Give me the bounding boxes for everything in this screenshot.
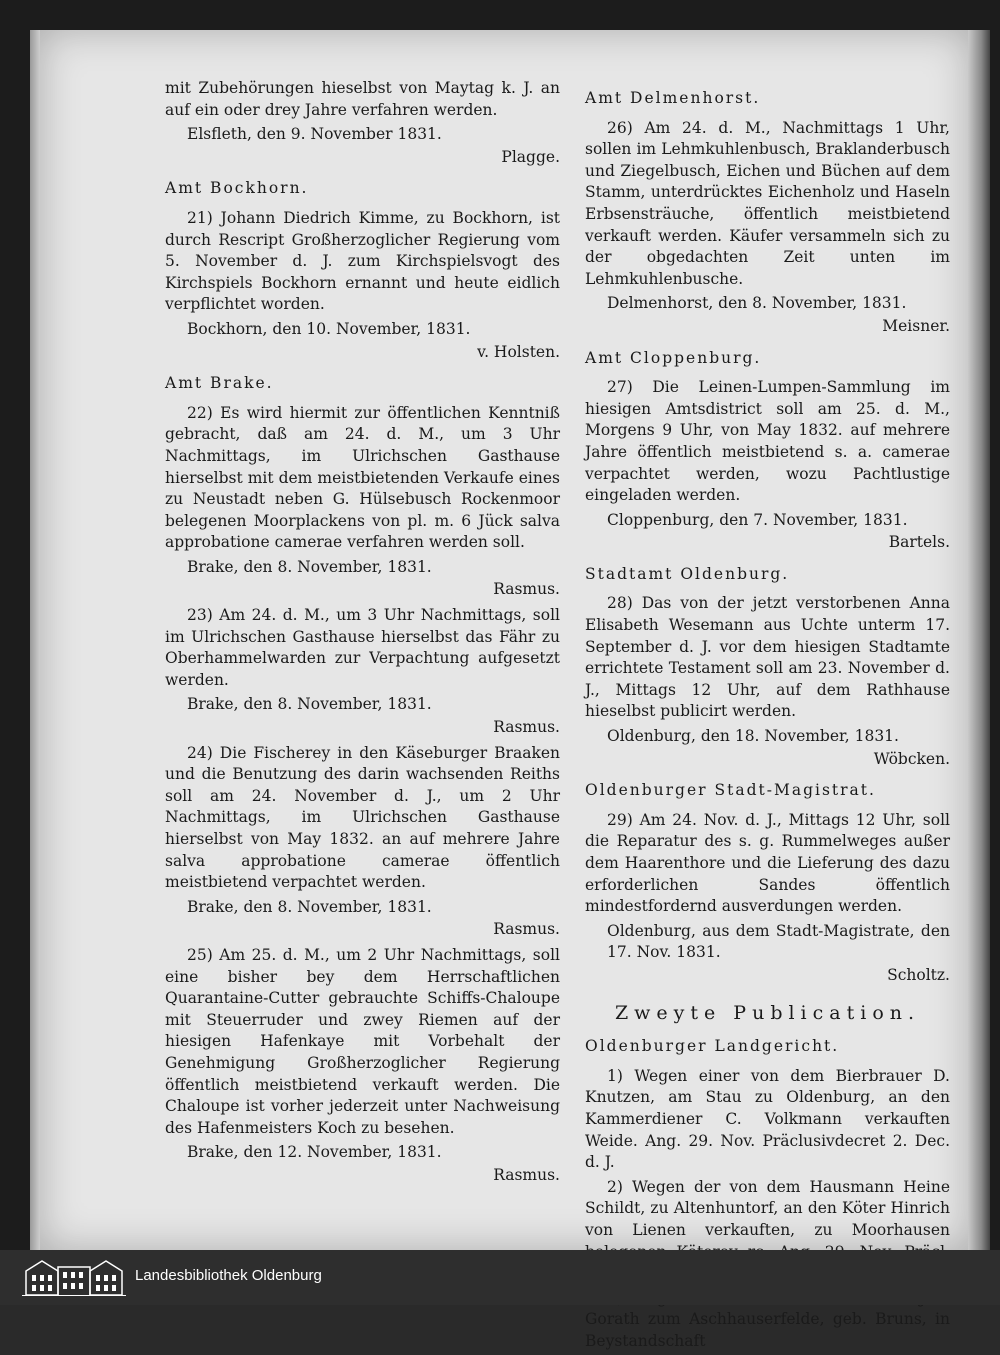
- notice-paragraph: 26) Am 24. d. M., Nachmittags 1 Uhr, sollen im Lehmkuhlenbusch, Braklanderbusch und Ziegelbusch, Eichen und Büchen auf dem Stamm, unterdrücktes Eichenholz und Haseln Erbsensträuche, öffentlich meistbietend verkauft werden. Käufer versammeln sich zu der obgedachten Zeit unten im Lehmkuhlenbusche.: [585, 118, 950, 288]
- notice-paragraph: 22) Es wird hiermit zur öffentlichen Kenntniß gebracht, daß am 24. d. M., um 3 Uhr Nachmittags, im Ulrichschen Gasthause hierselbst mit dem meistbietenden Verkaufe eines zu Neustadt neben G. Hülsebusch Rockenmoor belegenen Moorplackens von pl. m. 6 Jück salva approbatione camerae verfahren werden soll.: [165, 403, 560, 552]
- place-date-line: Delmenhorst, den 8. November, 1831.: [607, 294, 907, 313]
- notice-paragraph: 28) Das von der jetzt verstorbenen Anna Elisabeth Wesemann aus Uchte unterm 17. September d. J. vor dem hiesigen Stadtamte errichtete Testament soll am 23. November d. J., Mittags 12 Uhr, auf dem Rathhause hieselbst publicirt werden.: [585, 594, 950, 721]
- section-heading: Stadtamt Oldenburg.: [585, 564, 790, 583]
- left-column: [165, 78, 560, 1191]
- section-heading: Amt Bockhorn.: [165, 179, 309, 198]
- place-date-line: Bockhorn, den 10. November, 1831.: [187, 319, 471, 338]
- signature: Rasmus.: [493, 580, 560, 599]
- signature: Scholtz.: [887, 965, 950, 984]
- page-edge-right: [968, 30, 990, 1250]
- library-building-icon[interactable]: [22, 1257, 126, 1297]
- signature: Plagge.: [501, 147, 560, 166]
- place-date-line: Brake, den 8. November, 1831.: [187, 897, 432, 916]
- library-name[interactable]: Landesbibliothek Oldenburg: [135, 1267, 322, 1284]
- place-date-line: Oldenburg, aus dem Stadt-Magistrate, den 17. Nov. 1831.: [607, 921, 950, 962]
- right-column: [585, 78, 950, 1355]
- section-heading: Amt Cloppenburg.: [585, 348, 762, 367]
- section-heading: Amt Brake.: [165, 374, 274, 393]
- signature: Bartels.: [888, 533, 950, 552]
- notice-paragraph: 23) Am 24. d. M., um 3 Uhr Nachmittags, soll im Ulrichschen Gasthause hierselbst das Fähr zu Oberhammelwarden zur Verpachtung aufgesetzt werden.: [165, 606, 560, 689]
- place-date-line: Brake, den 8. November, 1831.: [187, 557, 432, 576]
- notice-paragraph: 21) Johann Diedrich Kimme, zu Bockhorn, ist durch Rescript Großherzoglicher Regierung vom 5. November d. J. zum Kirchspielsvogt des Kirchspiels Bockhorn ernannt und heute eidlich verpflichtet worden.: [165, 208, 560, 314]
- section-heading: Amt Delmenhorst.: [585, 89, 761, 107]
- signature: Rasmus.: [493, 1165, 560, 1184]
- notice-paragraph: 29) Am 24. Nov. d. J., Mittags 12 Uhr, soll die Reparatur des s. g. Rummelweges außer dem Haarenthore und die Lieferung des dazu erforderlichen Sandes öffentlich mindestfordernd ausverdungen werden.: [585, 810, 950, 916]
- signature: Rasmus.: [493, 718, 560, 737]
- notice-paragraph: 25) Am 25. d. M., um 2 Uhr Nachmittags, soll eine bisher bey dem Herrschaftlichen Quarantaine-Cutter gebrauchte Schiffs-Chaloupe mit Steuerruder und zwey Riemen auf der hiesigen Hafenkaye mit Vorbehalt der Genehmigung Großherzoglicher Regierung öffentlich meistbietend verkauft werden. Die Chaloupe ist vorher jederzeit unter Nachweisung des Hafenmeisters Koch zu besehen.: [165, 945, 560, 1137]
- section-heading: Oldenburger Stadt-Magistrat.: [585, 781, 876, 800]
- notice-paragraph: Gorath zum Aschhauserfelde, geb. Bruns, in Beystandschaft: [585, 1310, 950, 1350]
- place-date-line: Oldenburg, den 18. November, 1831.: [607, 727, 899, 746]
- place-date-line: Brake, den 12. November, 1831.: [187, 1143, 442, 1162]
- publication-heading: Zweyte Publication.: [614, 1001, 921, 1024]
- notice-paragraph: 2) Wegen der von dem Hausmann Heine Schildt, zu Altenhuntorf, an den Köter Hinrich von Lienen verkauften, zu Moorhausen: [585, 1177, 950, 1239]
- notice-paragraph: 1) Wegen einer von dem Bierbrauer D. Knutzen, am Stau zu Oldenburg, an den Kammerdiener C. Volkmann verkauften Weide. Ang. 29. Nov. Präclusivdecret 2. Dec. d. J.: [585, 1066, 950, 1172]
- place-date-line: Cloppenburg, den 7. November, 1831.: [607, 510, 908, 529]
- footer-bar: [0, 1250, 1000, 1305]
- place-date-line: Elsfleth, den 9. November 1831.: [187, 125, 442, 144]
- continued-text: mit Zubehörungen hieselbst von Maytag k. J. an auf ein oder drey Jahre verfahren werden.: [165, 79, 560, 119]
- signature: Wöbcken.: [873, 749, 950, 768]
- notice-paragraph: 27) Die Leinen-Lumpen-Sammlung im hiesigen Amtsdistrict soll am 25. d. M., Morgens 9 Uhr, von May 1832. auf mehrere Jahre öffentlich meistbietend s. a. camerae verpachtet werden, wozu Pachtlustige eingeladen werden.: [585, 378, 950, 505]
- signature: v. Holsten.: [477, 342, 560, 361]
- signature: Rasmus.: [493, 920, 560, 939]
- signature: Meisner.: [882, 316, 950, 335]
- notice-paragraph: 24) Die Fischerey in den Käseburger Braaken und die Benutzung des darin wachsenden Reiths soll am 24. November d. J., um 2 Uhr Nachmittags, im Ulrichschen Gasthause hierselbst von May 1832. an auf mehrere Jahre salva approbatione camerae öffentlich meistbietend verpachtet werden.: [165, 743, 560, 892]
- place-date-line: Brake, den 8. November, 1831.: [187, 695, 432, 714]
- section-heading: Oldenburger Landgericht.: [585, 1037, 840, 1056]
